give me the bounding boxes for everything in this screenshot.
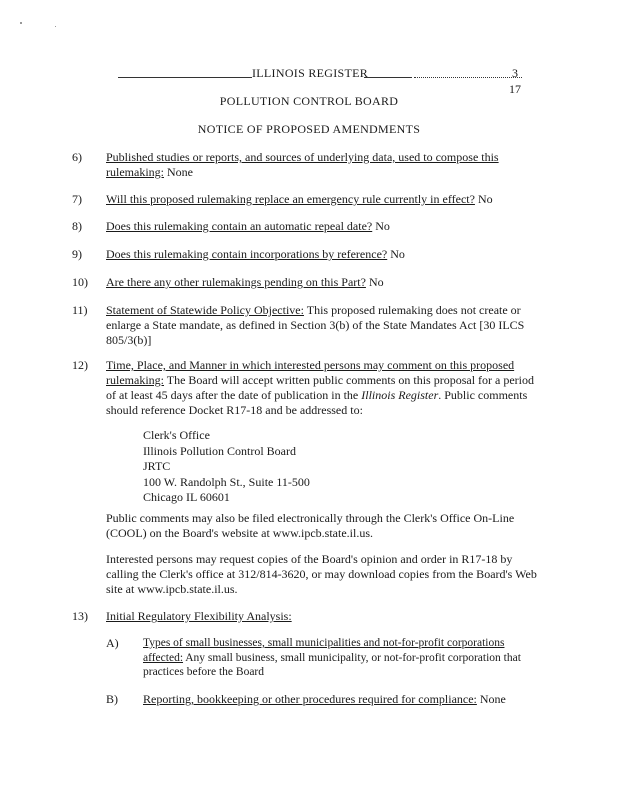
header-rule-mid (364, 77, 412, 78)
item-7-number: 7) (72, 192, 82, 206)
address-line: Clerk's Office (143, 428, 210, 442)
address-line: Chicago IL 60601 (143, 490, 230, 504)
item-13-number: 13) (72, 609, 88, 623)
item-8-answer: No (372, 219, 390, 233)
item-8-lead: Does this rulemaking contain an automatic repeal date? (106, 219, 373, 233)
item-13a-letter: A) (106, 636, 119, 650)
item-9-number: 9) (72, 247, 82, 261)
item-7 (106, 192, 542, 207)
item-12-text-end: . Public comments should reference Docket R17-18 and be addressed to: (106, 388, 528, 417)
register-title: ILLINOIS REGISTER (252, 66, 369, 80)
item-13b-letter: B) (106, 692, 118, 706)
item-6 (106, 150, 542, 180)
item-12-lead: Time, Place, and Manner in which interested persons may comment on this proposed rulemaking: (106, 358, 515, 387)
item-6-answer: None (163, 165, 193, 179)
board-name: POLLUTION CONTROL BOARD (219, 94, 399, 108)
notice-title: NOTICE OF PROPOSED AMENDMENTS (197, 122, 421, 136)
item-6-lead: Published studies or reports, and sources of underlying data, used to compose this rulemaking: (106, 150, 499, 179)
item-7-answer: No (474, 192, 493, 206)
page-number: 3 (512, 66, 518, 80)
header-rule-right (414, 77, 522, 78)
item-12 (106, 358, 542, 418)
item-10 (106, 275, 542, 290)
item-9-answer: No (387, 247, 405, 261)
header-rule-left (118, 77, 252, 78)
item-12-number: 12) (72, 358, 88, 372)
item-13b-answer: None (476, 692, 506, 706)
item-13b (143, 692, 543, 707)
item-11-number: 11) (72, 303, 88, 317)
item-8-number: 8) (72, 219, 82, 233)
page-number-secondary: 17 (509, 82, 521, 96)
item-13 (106, 609, 542, 624)
item-13b-lead: Reporting, bookkeeping or other procedures required for compliance: (143, 692, 477, 706)
item-6-number: 6) (72, 150, 82, 164)
item-9-lead: Does this rulemaking contain incorporations by reference? (106, 247, 388, 261)
clerk-address (143, 428, 310, 506)
item-10-number: 10) (72, 275, 88, 289)
item-13a-lead: Types of small businesses, small municipalities and not-for-profit corporations affected: (143, 637, 505, 664)
item-13a-text: Any small business, small municipality, or not-for-profit corporation that practices before the Board (143, 651, 521, 678)
item-11 (106, 303, 542, 348)
item-10-answer: No (365, 275, 384, 289)
address-line: JRTC (143, 459, 171, 473)
address-line: 100 W. Randolph St., Suite 11-500 (143, 474, 310, 489)
item-9 (106, 247, 542, 262)
item-10-lead: Are there any other rulemakings pending on this Part? (106, 275, 366, 289)
item-11-lead: Statement of Statewide Policy Objective: (106, 303, 304, 317)
item-12-electronic-filing: Public comments may also be filed electronically through the Clerk's Office On-Line (COOL) on the Board's website at www.ipcb.state.il.us. (106, 511, 515, 540)
item-13-lead: Initial Regulatory Flexibility Analysis: (106, 609, 292, 623)
scan-speck (55, 26, 56, 27)
item-11-text: This proposed rulemaking does not create or enlarge a State mandate, as defined in Section 3(b) of the State Mandates Act [30 ILCS 805/3(b)] (106, 303, 525, 347)
item-12-publication: Illinois Register (361, 388, 439, 402)
scan-speck (20, 22, 22, 24)
item-12-copies: Interested persons may request copies of the Board's opinion and order in R17-18 by calling the Clerk's office at 312/814-3620, or may download copies from the Board's Web site at www.ipcb.state.il.us. (106, 552, 537, 596)
item-8 (106, 219, 542, 234)
item-13a (143, 636, 535, 680)
address-line: Illinois Pollution Control Board (143, 443, 297, 458)
item-7-lead: Will this proposed rulemaking replace an emergency rule currently in effect? (106, 192, 475, 206)
item-12-text: The Board will accept written public comments on this proposal for a period of at least 45 days after the date of publication in the (106, 373, 535, 402)
